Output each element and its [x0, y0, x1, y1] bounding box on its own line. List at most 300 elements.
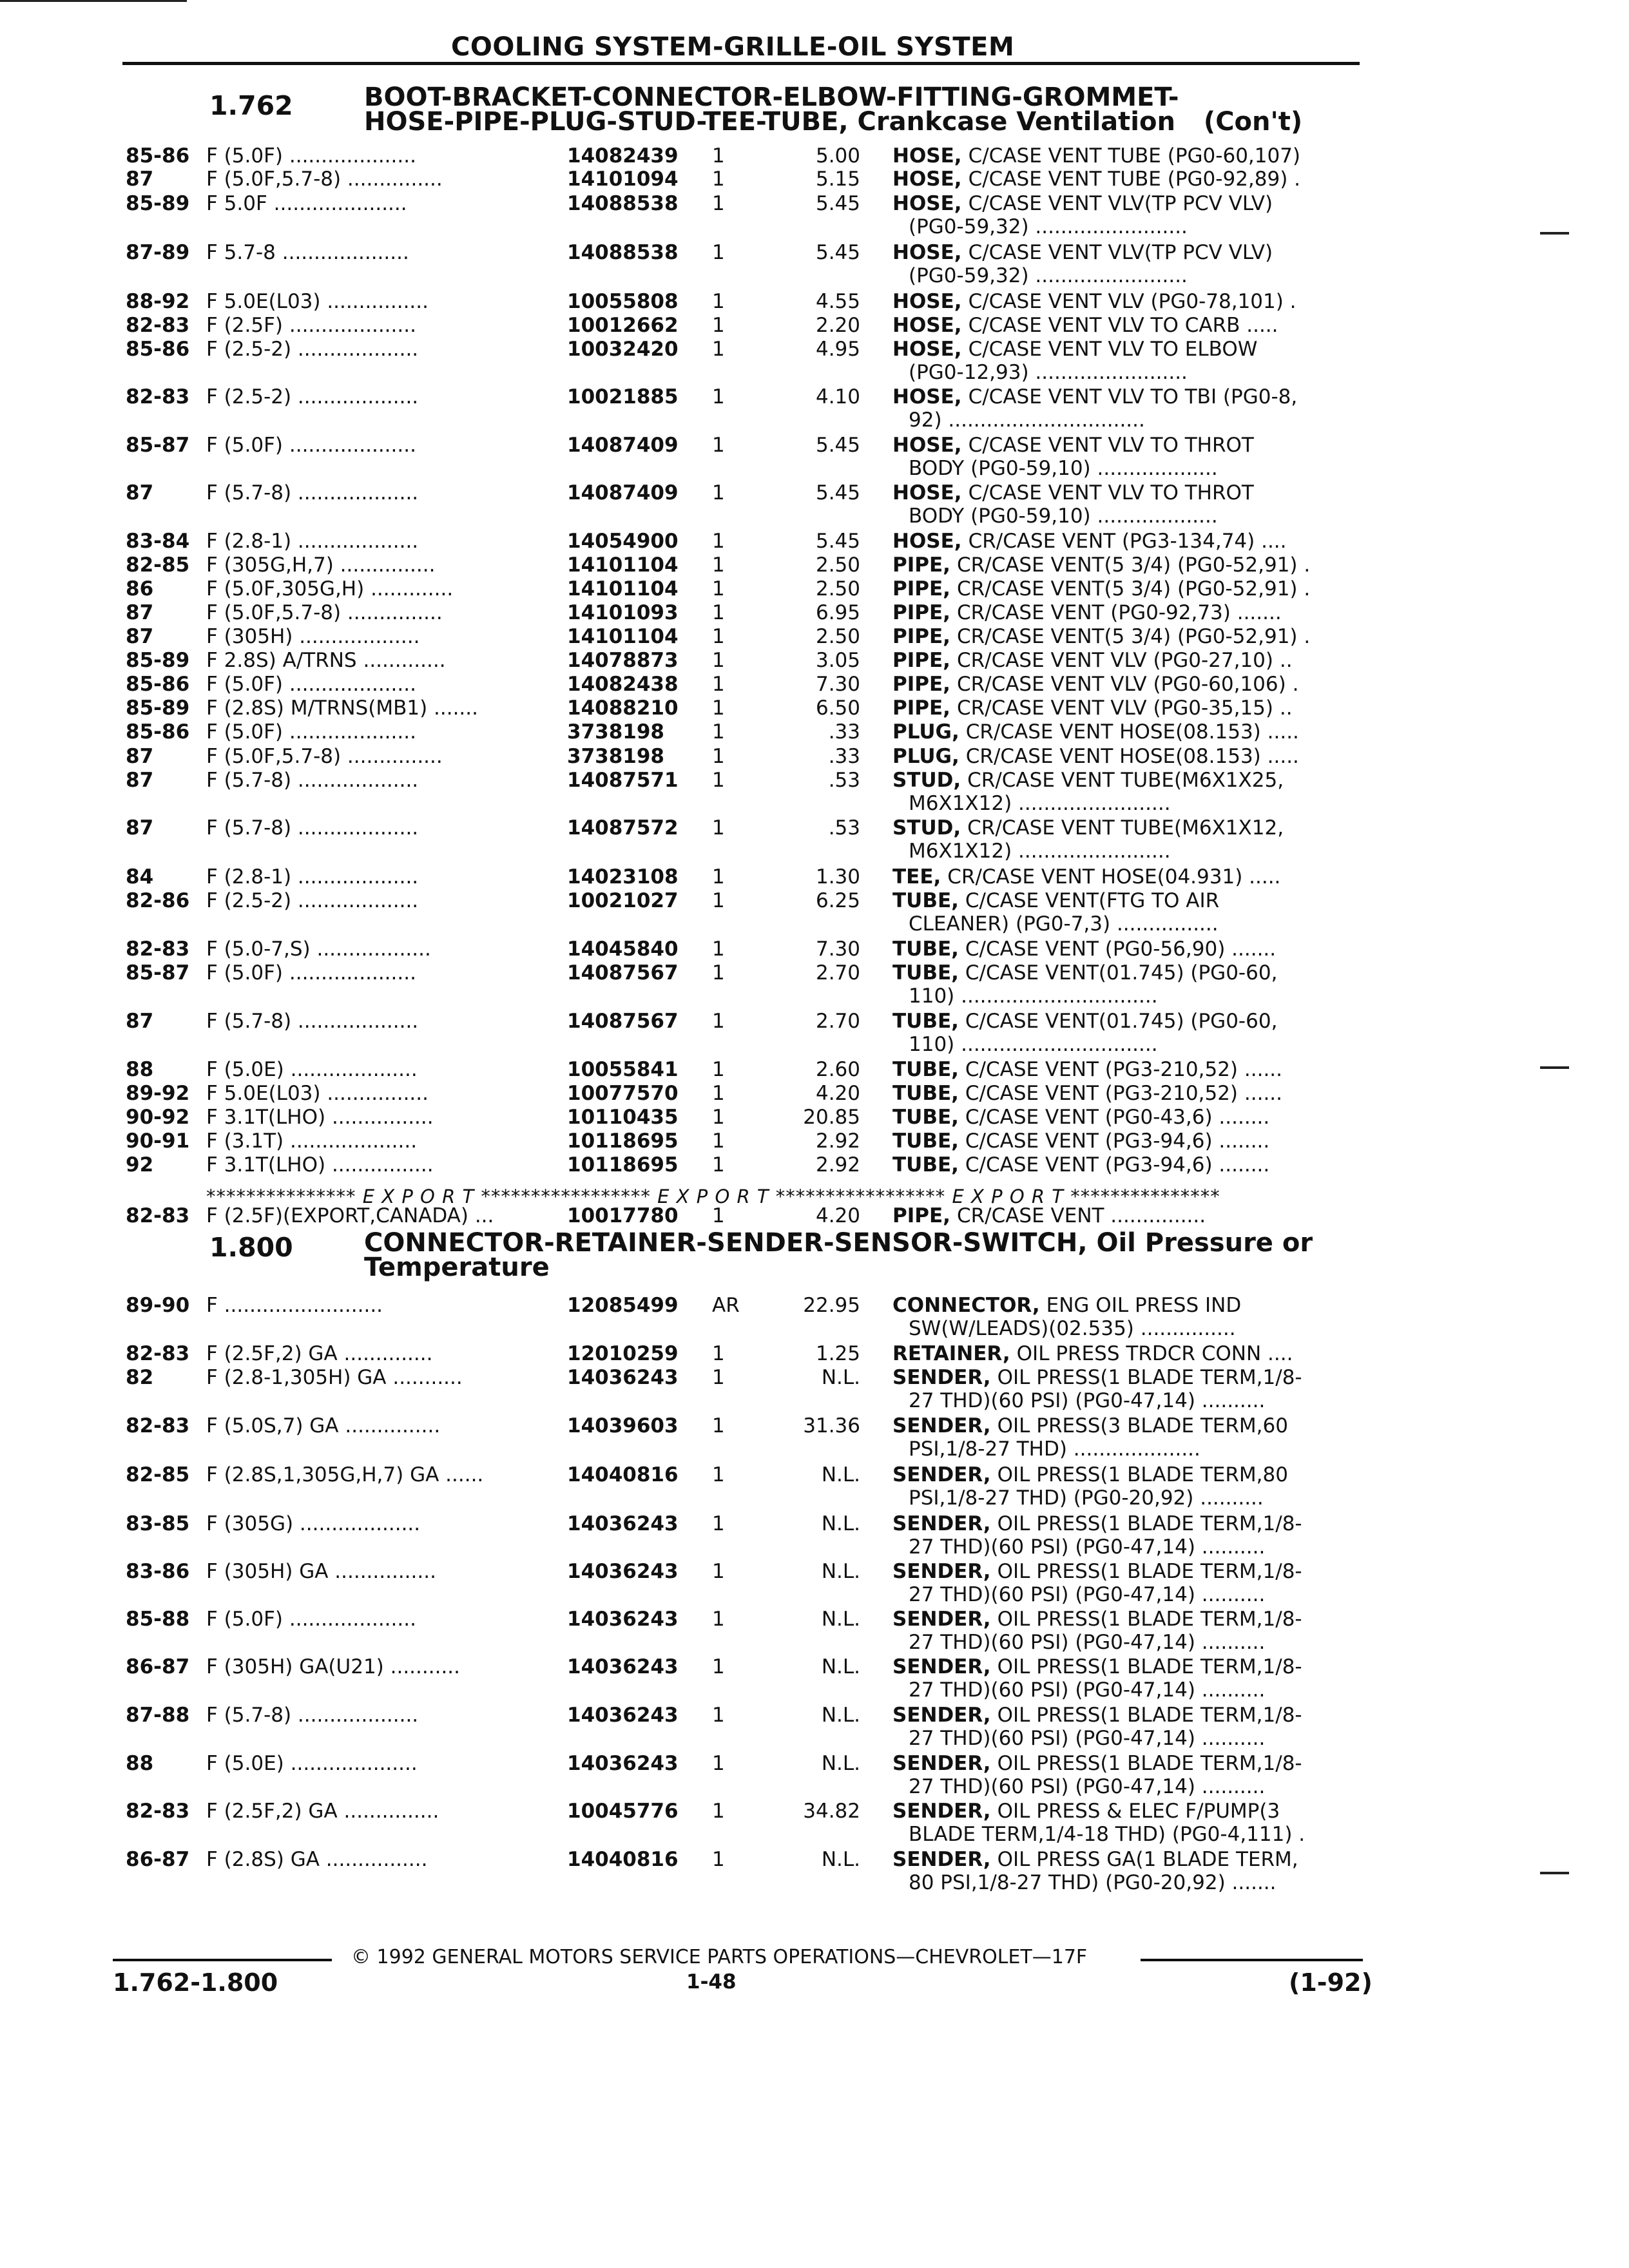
application: F (2.8S) GA ................ — [206, 1848, 428, 1871]
price: 4.10 — [815, 385, 860, 408]
description — [892, 1656, 1302, 1678]
model-years: 85-89 — [126, 697, 190, 720]
description — [892, 602, 1282, 624]
description — [892, 338, 1257, 360]
model-years: 82-83 — [126, 1414, 190, 1437]
description — [892, 626, 1310, 648]
item-description: C/CASE VENT(FTG TO AIR — [965, 889, 1220, 912]
part-number: 14088538 — [567, 241, 679, 264]
price: 5.15 — [815, 168, 860, 191]
item-name: TUBE, — [892, 937, 959, 961]
part-number: 14082438 — [567, 673, 679, 696]
application: F (2.5F) .................... — [206, 314, 416, 337]
price: 6.95 — [815, 601, 860, 624]
price: 5.45 — [815, 241, 860, 264]
item-description: C/CASE VENT (PG3-210,52) ...... — [965, 1082, 1283, 1105]
model-years: 82-85 — [126, 553, 190, 577]
application: F (3.1T) .................... — [206, 1129, 418, 1153]
part-number: 14036243 — [567, 1655, 679, 1678]
quantity: 1 — [712, 673, 725, 696]
part-number: 12085499 — [567, 1294, 679, 1317]
description — [892, 1343, 1293, 1365]
item-name: HOSE, — [892, 314, 962, 337]
group-number: 1.762 — [209, 90, 293, 121]
item-description: OIL PRESS(1 BLADE TERM,1/8- — [997, 1608, 1302, 1631]
item-description: CR/CASE VENT HOSE(08.153) ..... — [965, 745, 1299, 768]
list-item — [0, 193, 1629, 215]
item-name: STUD, — [892, 816, 961, 840]
item-name: TUBE, — [892, 889, 959, 912]
item-name: SENDER, — [892, 1366, 991, 1389]
list-item-continuation — [0, 216, 1629, 238]
margin-mark — [1540, 1872, 1569, 1874]
part-number: 14036243 — [567, 1560, 679, 1583]
footer-rule-right — [1141, 1959, 1363, 1961]
model-years: 82 — [126, 1366, 154, 1389]
application: F 2.8S) A/TRNS ............. — [206, 649, 446, 672]
item-description: OIL PRESS GA(1 BLADE TERM, — [997, 1848, 1298, 1871]
price: N.L. — [821, 1512, 860, 1535]
description — [892, 817, 1284, 839]
part-number: 10032420 — [567, 338, 679, 361]
item-name: TUBE, — [892, 961, 959, 985]
price: 22.95 — [803, 1294, 860, 1317]
application: F (5.7-8) ................... — [206, 769, 419, 792]
part-number: 14040816 — [567, 1848, 679, 1871]
item-description: C/CASE VENT VLV TO ELBOW — [968, 338, 1258, 361]
list-item-continuation — [0, 1631, 1629, 1653]
item-name: TUBE, — [892, 1106, 959, 1129]
list-item — [0, 1343, 1629, 1365]
part-number: 14101104 — [567, 577, 679, 601]
model-years: 85-87 — [126, 434, 190, 457]
list-item-continuation — [0, 1033, 1629, 1055]
model-years: 86-87 — [126, 1655, 190, 1678]
list-item — [0, 962, 1629, 984]
description — [892, 1059, 1282, 1081]
item-name: PIPE, — [892, 673, 950, 696]
list-item-continuation — [0, 1872, 1629, 1894]
model-years: 90-91 — [126, 1129, 190, 1153]
application: F 3.1T(LHO) ................ — [206, 1106, 434, 1129]
part-number: 10110435 — [567, 1106, 679, 1129]
part-number: 14078873 — [567, 649, 679, 672]
price: 2.92 — [815, 1153, 860, 1177]
model-years: 85-86 — [126, 144, 190, 168]
quantity: 1 — [712, 1463, 725, 1486]
description-continuation: 27 THD)(60 PSI) (PG0-47,14) .......... — [909, 1583, 1266, 1606]
item-name: TUBE, — [892, 1058, 959, 1081]
model-years: 89-90 — [126, 1294, 190, 1317]
list-item-continuation — [0, 1584, 1629, 1606]
quantity: 1 — [712, 553, 725, 577]
model-years: 87 — [126, 769, 154, 792]
description-continuation: SW(W/LEADS)(02.535) ............... — [909, 1317, 1236, 1340]
part-number: 14036243 — [567, 1366, 679, 1389]
item-name: SENDER, — [892, 1560, 991, 1583]
application: F (2.8-1,305H) GA ........... — [206, 1366, 463, 1389]
item-description: CR/CASE VENT HOSE(08.153) ..... — [965, 720, 1299, 744]
item-description: OIL PRESS(1 BLADE TERM,1/8- — [997, 1655, 1302, 1678]
model-years: 85-89 — [126, 649, 190, 672]
item-name: PIPE, — [892, 601, 950, 624]
price: N.L. — [821, 1560, 860, 1583]
description-continuation: BODY (PG0-59,10) ................... — [909, 457, 1218, 480]
part-number: 14039603 — [567, 1414, 679, 1437]
model-years: 82-83 — [126, 385, 190, 408]
description — [892, 1513, 1302, 1535]
item-description: CR/CASE VENT HOSE(04.931) ..... — [947, 865, 1281, 889]
description — [892, 386, 1297, 408]
item-description: ENG OIL PRESS IND — [1046, 1294, 1242, 1317]
item-name: HOSE, — [892, 530, 962, 553]
list-item — [0, 1464, 1629, 1486]
quantity: 1 — [712, 769, 725, 792]
part-number: 14036243 — [567, 1704, 679, 1727]
description-continuation: 80 PSI,1/8-27 THD) (PG0-20,92) ....... — [909, 1871, 1277, 1894]
item-name: PIPE, — [892, 625, 950, 648]
footer-page-number: 1-48 — [686, 1970, 737, 1994]
price: N.L. — [821, 1752, 860, 1775]
list-item-continuation — [0, 409, 1629, 431]
item-name: HOSE, — [892, 481, 962, 505]
price: 7.30 — [815, 937, 860, 961]
model-years: 82-83 — [126, 314, 190, 337]
corner-rule — [0, 0, 187, 2]
part-number: 10055841 — [567, 1058, 679, 1081]
list-item-continuation — [0, 1536, 1629, 1558]
quantity: 1 — [712, 192, 725, 215]
item-name: SENDER, — [892, 1848, 991, 1871]
model-years: 82-83 — [126, 937, 190, 961]
price: .53 — [828, 769, 860, 792]
part-number: 10021027 — [567, 889, 679, 912]
price: N.L. — [821, 1848, 860, 1871]
quantity: 1 — [712, 338, 725, 361]
list-item — [0, 291, 1629, 312]
description — [892, 578, 1310, 600]
list-item — [0, 1082, 1629, 1104]
description — [892, 482, 1254, 504]
list-item — [0, 1561, 1629, 1582]
application: F (2.5F,2) GA .............. — [206, 1342, 433, 1365]
quantity: 1 — [712, 961, 725, 985]
item-description: C/CASE VENT VLV TO TBI (PG0-8, — [968, 385, 1298, 408]
description — [892, 1367, 1302, 1389]
group-title-line1: CONNECTOR-RETAINER-SENDER-SENSOR-SWITCH, Oil Pressure or — [364, 1228, 1313, 1258]
quantity: 1 — [712, 816, 725, 840]
item-name: HOSE, — [892, 192, 962, 215]
quantity: 1 — [712, 937, 725, 961]
price: 6.50 — [815, 697, 860, 720]
item-name: TUBE, — [892, 1153, 959, 1177]
list-item — [0, 338, 1629, 360]
list-item-continuation — [0, 1679, 1629, 1701]
item-description: CR/CASE VENT (PG3-134,74) .... — [968, 530, 1287, 553]
application: F (5.0F) .................... — [206, 144, 416, 168]
item-name: RETAINER, — [892, 1342, 1010, 1365]
application: F (2.5F,2) GA ............... — [206, 1800, 439, 1823]
item-description: CR/CASE VENT TUBE(M6X1X12, — [967, 816, 1284, 840]
model-years: 87 — [126, 816, 154, 840]
margin-mark — [1540, 1066, 1569, 1069]
item-description: C/CASE VENT (PG3-94,6) ........ — [965, 1129, 1270, 1153]
list-item — [0, 890, 1629, 912]
item-name: PIPE, — [892, 1204, 950, 1227]
list-item-continuation — [0, 361, 1629, 383]
price: 4.20 — [815, 1082, 860, 1105]
item-name: HOSE, — [892, 338, 962, 361]
part-number: 14101104 — [567, 625, 679, 648]
application: F (5.0F,305G,H) ............. — [206, 577, 454, 601]
list-item-continuation — [0, 1438, 1629, 1460]
item-description: CR/CASE VENT(5 3/4) (PG0-52,91) . — [956, 625, 1311, 648]
list-item-continuation — [0, 1318, 1629, 1340]
model-years: 83-86 — [126, 1560, 190, 1583]
model-years: 82-83 — [126, 1800, 190, 1823]
application: F (2.8-1) ................... — [206, 530, 419, 553]
footer-rule-left — [113, 1959, 332, 1961]
description — [892, 1753, 1302, 1774]
list-item — [0, 721, 1629, 743]
model-years: 85-89 — [126, 192, 190, 215]
item-description: C/CASE VENT (PG3-210,52) ...... — [965, 1058, 1283, 1081]
part-number: 14087409 — [567, 434, 679, 457]
list-item-continuation — [0, 1487, 1629, 1509]
quantity: 1 — [712, 1342, 725, 1365]
part-number: 14101104 — [567, 553, 679, 577]
part-number: 14023108 — [567, 865, 679, 889]
list-item — [0, 578, 1629, 600]
item-name: PIPE, — [892, 649, 950, 672]
description-continuation: BODY (PG0-59,10) ................... — [909, 505, 1218, 528]
part-number: 14087567 — [567, 961, 679, 985]
item-name: STUD, — [892, 769, 961, 792]
description-continuation: 27 THD)(60 PSI) (PG0-47,14) .......... — [909, 1775, 1266, 1798]
quantity: 1 — [712, 1204, 725, 1227]
description-continuation: PSI,1/8-27 THD) .................... — [909, 1437, 1200, 1461]
description-continuation: 27 THD)(60 PSI) (PG0-47,14) .......... — [909, 1631, 1266, 1654]
application: F (2.5-2) ................... — [206, 385, 419, 408]
item-description: C/CASE VENT(01.745) (PG0-60, — [965, 1010, 1278, 1033]
price: 34.82 — [803, 1800, 860, 1823]
list-item — [0, 168, 1629, 190]
quantity: 1 — [712, 314, 725, 337]
item-name: SENDER, — [892, 1800, 991, 1823]
description — [892, 697, 1293, 719]
description — [892, 242, 1273, 264]
description-continuation: 92) ............................... — [909, 408, 1145, 432]
item-description: C/CASE VENT TUBE (PG0-92,89) . — [968, 168, 1301, 191]
part-number: 14087572 — [567, 816, 679, 840]
list-item — [0, 1753, 1629, 1774]
price: 5.45 — [815, 434, 860, 457]
part-number: 14088210 — [567, 697, 679, 720]
model-years: 87 — [126, 481, 154, 505]
description — [892, 1106, 1269, 1128]
application: F (5.7-8) ................... — [206, 1010, 419, 1033]
application: F (305H) GA ................ — [206, 1560, 436, 1583]
price: .53 — [828, 816, 860, 840]
model-years: 82-83 — [126, 1204, 190, 1227]
quantity: 1 — [712, 1058, 725, 1081]
application: F (5.0F,5.7-8) ............... — [206, 601, 443, 624]
model-years: 82-83 — [126, 1342, 190, 1365]
description — [892, 193, 1273, 215]
item-description: CR/CASE VENT(5 3/4) (PG0-52,91) . — [956, 577, 1311, 601]
quantity: 1 — [712, 481, 725, 505]
list-item — [0, 1205, 1629, 1227]
item-description: CR/CASE VENT VLV (PG0-35,15) .. — [956, 697, 1293, 720]
quantity: 1 — [712, 1752, 725, 1775]
quantity: 1 — [712, 1608, 725, 1631]
page-title: COOLING SYSTEM-GRILLE-OIL SYSTEM — [451, 32, 1015, 62]
list-item — [0, 482, 1629, 504]
part-number: 10055808 — [567, 290, 679, 313]
price: 6.25 — [815, 889, 860, 912]
description — [892, 1800, 1280, 1822]
price: 2.20 — [815, 314, 860, 337]
item-name: SENDER, — [892, 1752, 991, 1775]
quantity: 1 — [712, 1010, 725, 1033]
description — [892, 1082, 1282, 1104]
list-item-continuation — [0, 1776, 1629, 1798]
description-continuation: 27 THD)(60 PSI) (PG0-47,14) .......... — [909, 1389, 1266, 1412]
quantity: 1 — [712, 1560, 725, 1583]
quantity: 1 — [712, 1153, 725, 1177]
part-number: 10118695 — [567, 1153, 679, 1177]
description-continuation: PSI,1/8-27 THD) (PG0-20,92) .......... — [909, 1486, 1264, 1510]
application: F (2.5-2) ................... — [206, 889, 419, 912]
list-item — [0, 1513, 1629, 1535]
application: F (305G,H,7) ............... — [206, 553, 436, 577]
part-number: 14036243 — [567, 1608, 679, 1631]
application: F (5.0F) .................... — [206, 673, 416, 696]
application: F (5.0F) .................... — [206, 961, 416, 985]
model-years: 87 — [126, 168, 154, 191]
part-number: 10012662 — [567, 314, 679, 337]
quantity: 1 — [712, 1512, 725, 1535]
description — [892, 1608, 1302, 1630]
quantity: 1 — [712, 290, 725, 313]
application: F (2.8S,1,305G,H,7) GA ...... — [206, 1463, 484, 1486]
item-description: C/CASE VENT VLV TO CARB ..... — [968, 314, 1278, 337]
application: F (2.5F)(EXPORT,CANADA) ... — [206, 1204, 494, 1227]
item-name: TEE, — [892, 865, 941, 889]
description-continuation: 27 THD)(60 PSI) (PG0-47,14) .......... — [909, 1535, 1266, 1559]
application: F 5.0E(L03) ................ — [206, 290, 429, 313]
model-years: 85-86 — [126, 338, 190, 361]
model-years: 86-87 — [126, 1848, 190, 1871]
price: 2.50 — [815, 553, 860, 577]
application: F (5.7-8) ................... — [206, 816, 419, 840]
model-years: 82-85 — [126, 1463, 190, 1486]
item-name: HOSE, — [892, 385, 962, 408]
model-years: 82-86 — [126, 889, 190, 912]
part-number: 10021885 — [567, 385, 679, 408]
price: 3.05 — [815, 649, 860, 672]
application: F (5.0E) .................... — [206, 1058, 418, 1081]
model-years: 88-92 — [126, 290, 190, 313]
application: F 5.0E(L03) ................ — [206, 1082, 429, 1105]
item-description: CR/CASE VENT (PG0-92,73) ....... — [956, 601, 1282, 624]
item-name: TUBE, — [892, 1010, 959, 1033]
item-description: OIL PRESS TRDCR CONN .... — [1016, 1342, 1293, 1365]
price: N.L. — [821, 1704, 860, 1727]
description — [892, 145, 1300, 167]
item-description: CR/CASE VENT TUBE(M6X1X25, — [967, 769, 1284, 792]
price: 2.70 — [815, 961, 860, 985]
item-description: OIL PRESS(1 BLADE TERM,1/8- — [997, 1366, 1302, 1389]
application: F 5.7-8 .................... — [206, 241, 409, 264]
description-continuation: 27 THD)(60 PSI) (PG0-47,14) .......... — [909, 1727, 1266, 1750]
part-number: 14087571 — [567, 769, 679, 792]
description — [892, 1849, 1298, 1870]
description — [892, 1464, 1288, 1486]
item-name: PIPE, — [892, 553, 950, 577]
export-separator: *************** E X P O R T ***************** E X P O R T ***************** E X P O R T *************** — [206, 1186, 1220, 1207]
model-years: 85-86 — [126, 720, 190, 744]
part-number: 14082439 — [567, 144, 679, 168]
description — [892, 1294, 1241, 1316]
model-years: 87-89 — [126, 241, 190, 264]
price: 2.92 — [815, 1129, 860, 1153]
item-name: HOSE, — [892, 434, 962, 457]
quantity: 1 — [712, 385, 725, 408]
application: F (5.0-7,S) .................. — [206, 937, 431, 961]
description — [892, 1415, 1288, 1437]
list-item — [0, 1415, 1629, 1437]
item-description: C/CASE VENT VLV TO THROT — [968, 481, 1254, 505]
price: .33 — [828, 745, 860, 768]
price: 20.85 — [803, 1106, 860, 1129]
description-continuation: CLEANER) (PG0-7,3) ................ — [909, 912, 1219, 936]
list-item — [0, 386, 1629, 408]
application: F (5.0F) .................... — [206, 720, 416, 744]
price: 5.45 — [815, 530, 860, 553]
list-item — [0, 1059, 1629, 1081]
quantity: 1 — [712, 434, 725, 457]
item-description: CR/CASE VENT ............... — [956, 1204, 1206, 1227]
item-name: PIPE, — [892, 697, 950, 720]
application: F 5.0F ..................... — [206, 192, 407, 215]
price: 1.30 — [815, 865, 860, 889]
part-number: 10017780 — [567, 1204, 679, 1227]
list-item — [0, 649, 1629, 671]
item-name: PLUG, — [892, 720, 959, 744]
quantity: AR — [712, 1294, 740, 1317]
description-continuation: (PG0-59,32) ........................ — [909, 215, 1188, 238]
model-years: 87 — [126, 745, 154, 768]
item-name: SENDER, — [892, 1512, 991, 1535]
item-description: OIL PRESS(1 BLADE TERM,1/8- — [997, 1752, 1302, 1775]
item-description: CR/CASE VENT VLV (PG0-60,106) . — [956, 673, 1299, 696]
list-item-continuation — [0, 1390, 1629, 1412]
quantity: 1 — [712, 1704, 725, 1727]
part-number: 3738198 — [567, 745, 664, 768]
application: F (2.5-2) ................... — [206, 338, 419, 361]
list-item — [0, 817, 1629, 839]
item-description: OIL PRESS(1 BLADE TERM,1/8- — [997, 1704, 1302, 1727]
item-description: OIL PRESS & ELEC F/PUMP(3 — [997, 1800, 1280, 1823]
part-number: 14087409 — [567, 481, 679, 505]
item-description: C/CASE VENT (PG0-56,90) ....... — [965, 937, 1277, 961]
list-item-continuation — [0, 840, 1629, 862]
list-item-continuation — [0, 505, 1629, 527]
item-name: TUBE, — [892, 1129, 959, 1153]
item-description: C/CASE VENT (PG0-43,6) ........ — [965, 1106, 1270, 1129]
part-number: 10118695 — [567, 1129, 679, 1153]
